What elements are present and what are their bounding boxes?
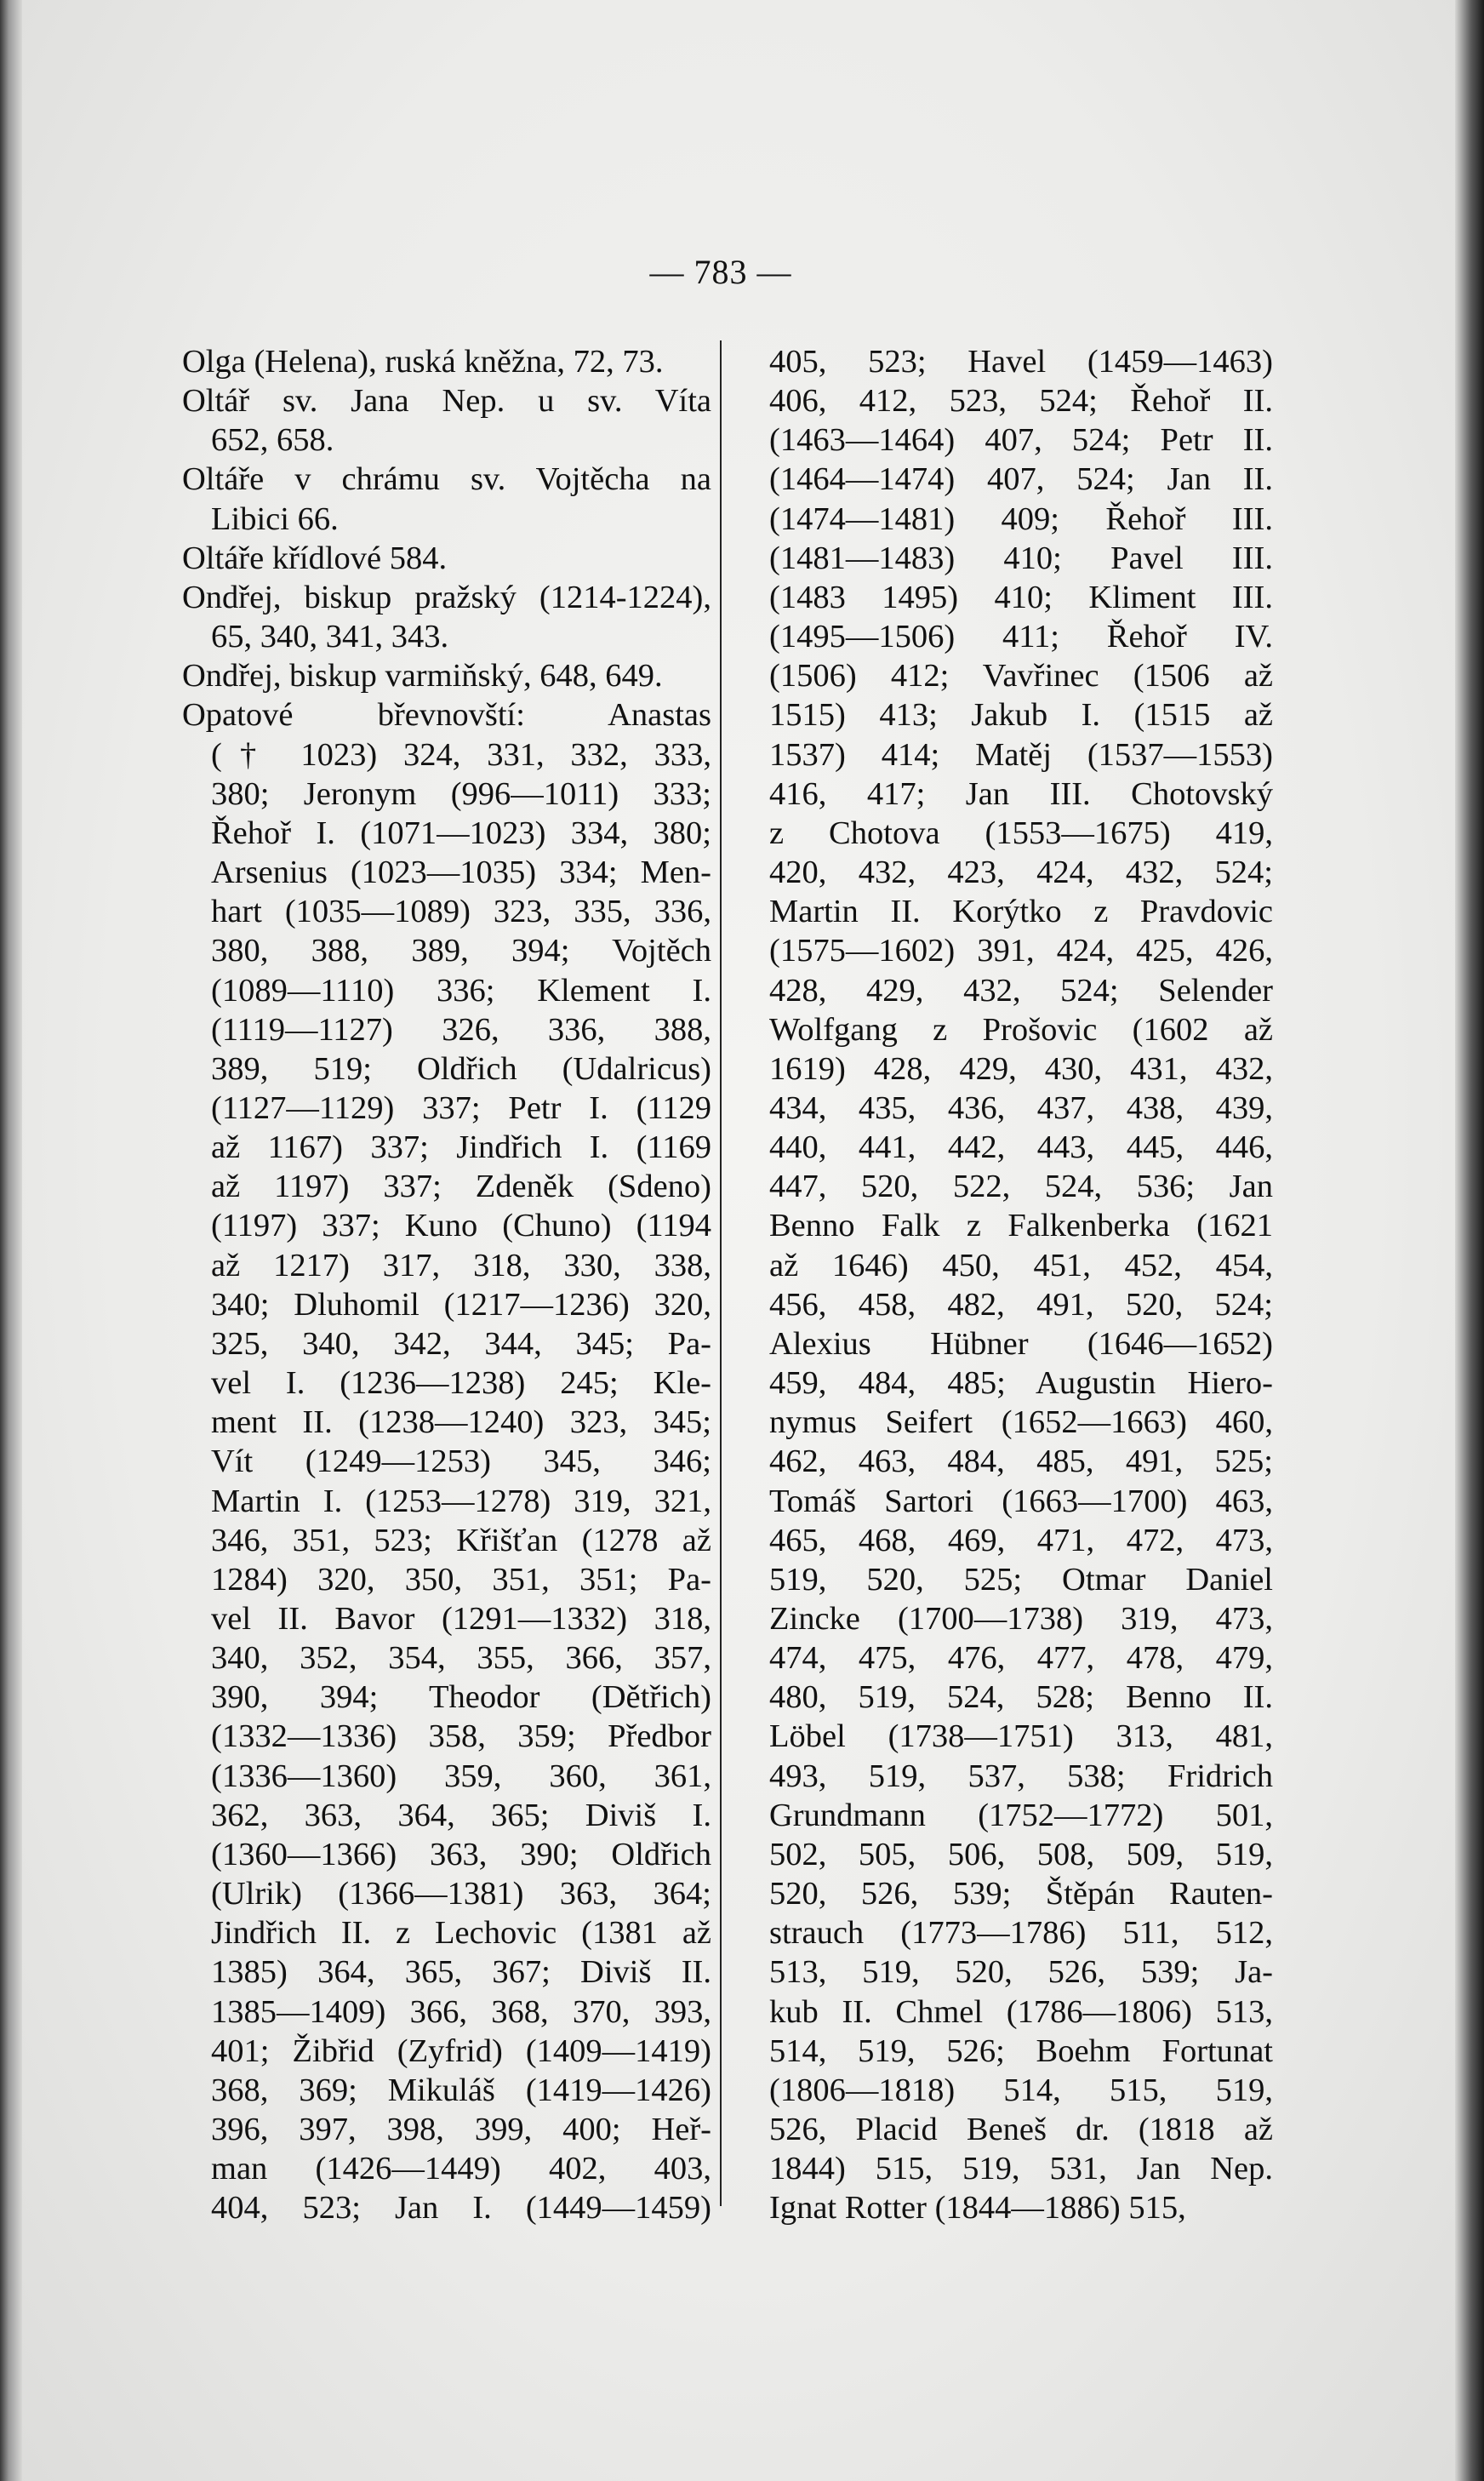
index-line: 325, 340, 342, 344, 345; Pa- bbox=[211, 1325, 711, 1362]
index-line: 346, 351, 523; Křišťan (1278 až bbox=[211, 1522, 711, 1558]
index-line: 1284) 320, 350, 351, 351; Pa- bbox=[211, 1561, 711, 1598]
index-line: 65, 340, 341, 343. bbox=[211, 619, 449, 655]
index-line: 340; Dluhomil (1217—1236) 320, bbox=[211, 1286, 711, 1323]
index-line: Oltáře v chrámu sv. Vojtěcha na bbox=[182, 461, 711, 498]
index-line: 456, 458, 482, 491, 520, 524; bbox=[769, 1286, 1273, 1323]
index-line: 465, 468, 469, 471, 472, 473, bbox=[769, 1522, 1273, 1558]
index-line: Libici 66. bbox=[211, 500, 339, 537]
index-line: až 1167) 337; Jindřich I. (1169 bbox=[211, 1129, 711, 1166]
index-line: 362, 363, 364, 365; Diviš I. bbox=[211, 1797, 711, 1833]
index-line: 480, 519, 524, 528; Benno II. bbox=[769, 1679, 1273, 1716]
index-line: (1360—1366) 363, 390; Oldřich bbox=[211, 1836, 711, 1872]
index-line: 520, 526, 539; Štěpán Rauten- bbox=[769, 1876, 1273, 1912]
index-line: 1385) 364, 365, 367; Diviš II. bbox=[211, 1954, 711, 1991]
index-line: Oltář sv. Jana Nep. u sv. Víta bbox=[182, 383, 711, 420]
index-line: Benno Falk z Falkenberka (1621 bbox=[769, 1208, 1273, 1244]
index-column-left bbox=[182, 342, 711, 2228]
index-line: až 1646) 450, 451, 452, 454, bbox=[769, 1247, 1273, 1283]
index-line: 405, 523; Havel (1459—1463) bbox=[769, 344, 1273, 380]
index-line: (1336—1360) 359, 360, 361, bbox=[211, 1758, 711, 1794]
index-line: Vít (1249—1253) 345, 346; bbox=[211, 1443, 711, 1480]
index-line: 459, 484, 485; Augustin Hiero- bbox=[769, 1365, 1273, 1402]
index-line: (1464—1474) 407, 524; Jan II. bbox=[769, 461, 1273, 498]
index-line: Oltáře křídlové 584. bbox=[182, 540, 448, 576]
index-line: 434, 435, 436, 437, 438, 439, bbox=[769, 1089, 1273, 1126]
index-line: (1197) 337; Kuno (Chuno) (1194 bbox=[211, 1208, 711, 1244]
index-line: Grundmann (1752—1772) 501, bbox=[769, 1797, 1273, 1833]
index-line: man (1426—1449) 402, 403, bbox=[211, 2151, 711, 2187]
index-line: Alexius Hübner (1646—1652) bbox=[769, 1325, 1273, 1362]
index-line: z Chotova (1553—1675) 419, bbox=[769, 815, 1273, 851]
index-line: 1844) 515, 519, 531, Jan Nep. bbox=[769, 2151, 1273, 2187]
index-line: Opatové břevnovští: Anastas bbox=[182, 697, 711, 734]
index-line: nymus Seifert (1652—1663) 460, bbox=[769, 1404, 1273, 1441]
index-line: 513, 519, 520, 526, 539; Ja- bbox=[769, 1954, 1273, 1991]
index-line: 340, 352, 354, 355, 366, 357, bbox=[211, 1640, 711, 1677]
page-right-edge-shadow bbox=[1455, 0, 1484, 2481]
index-line: 406, 412, 523, 524; Řehoř II. bbox=[769, 383, 1273, 420]
index-line: kub II. Chmel (1786—1806) 513, bbox=[769, 1993, 1273, 2030]
index-line: hart (1035—1089) 323, 335, 336, bbox=[211, 894, 711, 930]
index-line: (1483 1495) 410; Kliment III. bbox=[769, 579, 1273, 615]
index-line: 474, 475, 476, 477, 478, 479, bbox=[769, 1640, 1273, 1677]
index-line: 389, 519; Oldřich (Udalricus) bbox=[211, 1050, 711, 1087]
index-line: (1332—1336) 358, 359; Předbor bbox=[211, 1718, 711, 1755]
index-line: 1619) 428, 429, 430, 431, 432, bbox=[769, 1050, 1273, 1087]
index-line: vel I. (1236—1238) 245; Kle- bbox=[211, 1365, 711, 1402]
index-line: 1537) 414; Matěj (1537—1553) bbox=[769, 736, 1273, 773]
index-line: 1515) 413; Jakub I. (1515 až bbox=[769, 697, 1273, 734]
index-line: Arsenius (1023—1035) 334; Men- bbox=[211, 855, 711, 891]
index-line: Zincke (1700—1738) 319, 473, bbox=[769, 1601, 1273, 1637]
index-line: 462, 463, 484, 485, 491, 525; bbox=[769, 1443, 1273, 1480]
page-number: — 783 — bbox=[649, 253, 792, 291]
index-line: 447, 520, 522, 524, 536; Jan bbox=[769, 1169, 1273, 1205]
index-line: až 1217) 317, 318, 330, 338, bbox=[211, 1247, 711, 1283]
index-line: 652, 658. bbox=[211, 422, 334, 459]
index-line: Ignat Rotter (1844—1886) 515, bbox=[769, 2190, 1186, 2227]
index-column-right bbox=[769, 342, 1273, 2228]
index-line: 420, 432, 423, 424, 432, 524; bbox=[769, 855, 1273, 891]
index-line: (Ulrik) (1366—1381) 363, 364; bbox=[211, 1876, 711, 1912]
column-divider bbox=[720, 340, 722, 2206]
index-line: († 1023) 324, 331, 332, 333, bbox=[211, 736, 711, 773]
index-line: 404, 523; Jan I. (1449—1459) bbox=[211, 2190, 711, 2227]
index-line: (1806—1818) 514, 515, 519, bbox=[769, 2072, 1273, 2108]
index-line: 368, 369; Mikuláš (1419—1426) bbox=[211, 2072, 711, 2108]
index-line: 519, 520, 525; Otmar Daniel bbox=[769, 1561, 1273, 1598]
index-line: Ondřej, biskup varmiňský, 648, 649. bbox=[182, 658, 663, 695]
index-line: 440, 441, 442, 443, 445, 446, bbox=[769, 1129, 1273, 1166]
index-line: (1127—1129) 337; Petr I. (1129 bbox=[211, 1089, 711, 1126]
index-line: 428, 429, 432, 524; Selender bbox=[769, 972, 1273, 1009]
index-line: Jindřich II. z Lechovic (1381 až bbox=[211, 1915, 711, 1952]
index-line: 514, 519, 526; Boehm Fortunat bbox=[769, 2032, 1273, 2069]
index-line: (1089—1110) 336; Klement I. bbox=[211, 972, 711, 1009]
index-line: až 1197) 337; Zdeněk (Sdeno) bbox=[211, 1169, 711, 1205]
index-line: (1463—1464) 407, 524; Petr II. bbox=[769, 422, 1273, 459]
index-line: Löbel (1738—1751) 313, 481, bbox=[769, 1718, 1273, 1755]
index-line: ment II. (1238—1240) 323, 345; bbox=[211, 1404, 711, 1441]
index-line: Olga (Helena), ruská kněžna, 72, 73. bbox=[182, 344, 664, 380]
index-line: 396, 397, 398, 399, 400; Heř- bbox=[211, 2112, 711, 2148]
index-line: Martin II. Korýtko z Pravdovic bbox=[769, 894, 1273, 930]
index-line: vel II. Bavor (1291—1332) 318, bbox=[211, 1601, 711, 1637]
index-line: 390, 394; Theodor (Dětřich) bbox=[211, 1679, 711, 1716]
index-line: Tomáš Sartori (1663—1700) 463, bbox=[769, 1483, 1273, 1519]
index-line: (1481—1483) 410; Pavel III. bbox=[769, 540, 1273, 576]
page-left-edge-shadow bbox=[0, 0, 22, 2481]
index-line: 401; Žibřid (Zyfrid) (1409—1419) bbox=[211, 2032, 711, 2069]
index-line: Wolfgang z Prošovic (1602 až bbox=[769, 1011, 1273, 1048]
index-line: 502, 505, 506, 508, 509, 519, bbox=[769, 1836, 1273, 1872]
index-line: 380; Jeronym (996—1011) 333; bbox=[211, 775, 711, 812]
index-line: strauch (1773—1786) 511, 512, bbox=[769, 1915, 1273, 1952]
index-line: (1575—1602) 391, 424, 425, 426, bbox=[769, 933, 1273, 969]
index-line: Martin I. (1253—1278) 319, 321, bbox=[211, 1483, 711, 1519]
index-line: 526, Placid Beneš dr. (1818 až bbox=[769, 2112, 1273, 2148]
index-line: 380, 388, 389, 394; Vojtěch bbox=[211, 933, 711, 969]
index-line: (1474—1481) 409; Řehoř III. bbox=[769, 500, 1273, 537]
index-line: (1119—1127) 326, 336, 388, bbox=[211, 1011, 711, 1048]
index-line: 416, 417; Jan III. Chotovský bbox=[769, 775, 1273, 812]
index-line: 1385—1409) 366, 368, 370, 393, bbox=[211, 1993, 711, 2030]
index-line: Řehoř I. (1071—1023) 334, 380; bbox=[211, 815, 711, 851]
index-line: (1506) 412; Vavřinec (1506 až bbox=[769, 658, 1273, 695]
index-line: (1495—1506) 411; Řehoř IV. bbox=[769, 619, 1273, 655]
index-line: Ondřej, biskup pražský (1214-1224), bbox=[182, 579, 711, 615]
index-line: 493, 519, 537, 538; Fridrich bbox=[769, 1758, 1273, 1794]
